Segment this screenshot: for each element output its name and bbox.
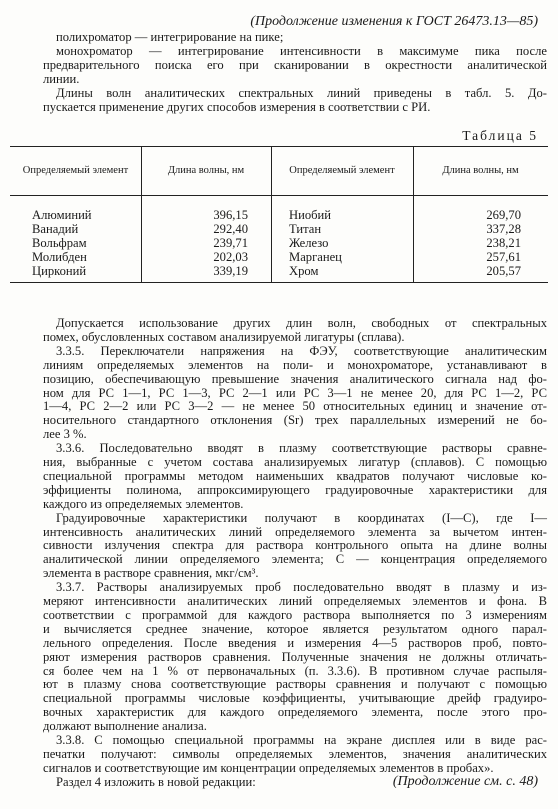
text-line: специальной программы методом наименьших квадратов получают числовые ко- [43, 468, 547, 483]
cell-wavelength: 339,19 [213, 264, 248, 278]
text-line: каждого из определяемых элементов. [43, 496, 244, 511]
cell-wavelength: 238,21 [486, 236, 521, 250]
cell-element: Марганец [289, 250, 342, 264]
text-line: Длины волн аналитических спектральных линий приведены в табл. 5. До- [56, 86, 547, 100]
text-line: предварительного поиска его при сканировании в окрестности аналитической [43, 58, 547, 72]
text-line: элемента в растворе сравнения, мкг/см³. [43, 566, 259, 581]
text-line: Допускается использование других длин волн, свободных от спектральных [56, 316, 547, 330]
cell-element: Молибден [32, 250, 87, 264]
text-line: 3.3.5. Переключатели напряжения на ФЭУ, соответствующие аналитическим [56, 343, 547, 358]
cell-wavelength: 239,71 [213, 236, 248, 250]
table-header-element: Определяемый элемент [22, 165, 129, 176]
text-line: и вычисляется среднее значение, которое является результатом одного парал- [43, 621, 547, 636]
page-footer: (Продолжение см. с. 48) [392, 774, 538, 789]
table-bottom-rule [10, 282, 548, 283]
text-line: пускается применение других способов измерения в соответствии с РИ. [43, 100, 431, 114]
cell-wavelength: 205,57 [486, 264, 521, 278]
text-line: печатки получают: символы определяемых элементов, значения аналитических [43, 746, 547, 761]
cell-wavelength: 269,70 [486, 208, 521, 222]
page-header: (Продолжение изменения к ГОСТ 26473.13—85) [250, 14, 538, 29]
text-line: вочных характеристик для каждого определяемого элемента, после этого про- [43, 705, 547, 720]
cell-wavelength: 202,03 [213, 250, 248, 264]
table-caption: Таблица 5 [462, 128, 538, 143]
table-top-rule [10, 146, 548, 147]
text-line: полихроматор — интегрирование на пике; [56, 30, 284, 44]
text-line: ном для РС 1—1, РС 1—3, РС 2—1 или РС 3—1 не менее 20, для РС 1—2, РС [43, 385, 547, 400]
text-line: должают выполнение анализа. [43, 719, 207, 734]
cell-element: Ниобий [289, 208, 332, 222]
cell-element: Алюминий [32, 208, 92, 222]
cell-wavelength: 396,15 [213, 208, 248, 222]
text-line: ют в плазму снова соответствующие растворы сравнения и получают с помощью [43, 677, 547, 692]
text-line: ся более чем на 1 % от первоначальных (п. 3.3.6). В противном случае распыля- [43, 663, 547, 678]
cell-element: Ванадий [32, 222, 79, 236]
table-header-wavelength: Длина волны, нм [442, 165, 519, 176]
text-line: интенсивность аналитических линий определяемого элемента за вычетом интен- [43, 524, 547, 539]
cell-element: Хром [289, 264, 319, 278]
table-header-rule [10, 195, 548, 196]
cell-element: Титан [289, 222, 322, 236]
text-line: сигналов и соответствующие им концентрации определяемых элементов в пробах». [43, 760, 494, 775]
text-line: 3.3.6. Последовательно вводят в плазму соответствующие растворы сравне- [56, 441, 547, 456]
text-line: 3.3.8. С помощью специальной программы на экране дисплея или в виде рас- [56, 733, 547, 747]
text-line: позицию, обеспечивающую превышение значения аналитического сигнала над фо- [43, 371, 547, 386]
text-line: Градуировочные характеристики получают в координатах (I—C), где I— [56, 510, 547, 525]
text-line: ряют измерения растворов сравнения. Полученные значения не должны отличать- [43, 649, 547, 664]
cell-element: Вольфрам [32, 236, 87, 250]
table-header-element: Определяемый элемент [289, 165, 395, 176]
text-line: соответствии с программой для каждого раствора выполняется по 3 измерениям [43, 607, 547, 622]
text-line: 3.3.7. Растворы анализируемых проб последовательно вводят в плазму и из- [56, 580, 547, 595]
text-line: лее 3 %. [43, 427, 87, 442]
text-line: Раздел 4 изложить в новой редакции: [56, 774, 256, 789]
table-header-wavelength: Длина волны, нм [167, 165, 245, 176]
cell-wavelength: 257,61 [486, 250, 521, 264]
text-line: аналитической линии определяемого элемента; С — концентрация определяемого [43, 552, 547, 567]
text-line: монохроматор — интегрирование интенсивности в максимуме пика после [56, 44, 547, 58]
text-line: меряют интенсивности аналитических линий определяемых элементов и фона. В [43, 594, 547, 608]
cell-element: Цирконий [32, 264, 87, 278]
text-line: линиям определяемых элементов на поли- и монохроматоре, устанавливают в [43, 357, 547, 372]
text-line: 1—4, РС 2—2 или РС 3—2 — не менее 50 относительных единиц и значение от- [43, 399, 547, 414]
cell-wavelength: 292,40 [213, 222, 248, 236]
text-line: носительного стандартного отклонения (Sr) трех параллельных измерений не бо- [43, 413, 547, 428]
text-line: специальной программы числовые коэффициенты, учитывающие дрейф градуиро- [43, 691, 547, 706]
text-line: сивности излучения спектра для раствора контрольного опыта на длине волны [43, 538, 547, 553]
text-line: ния, выбранные с учетом состава анализируемых лигатур (сплавов). С помощью [43, 455, 547, 469]
cell-element: Железо [289, 236, 329, 250]
text-line: линии. [43, 72, 80, 86]
cell-wavelength: 337,28 [486, 222, 521, 236]
text-line: помех, обусловленных составом анализируемой лигатуры (сплава). [43, 329, 405, 344]
text-line: лельного определения. После введения и измерения 4—5 растворов проб, повто- [43, 635, 547, 650]
text-line: эффициенты полинома, аппроксимирующего градуировочные характеристики для [43, 482, 547, 497]
